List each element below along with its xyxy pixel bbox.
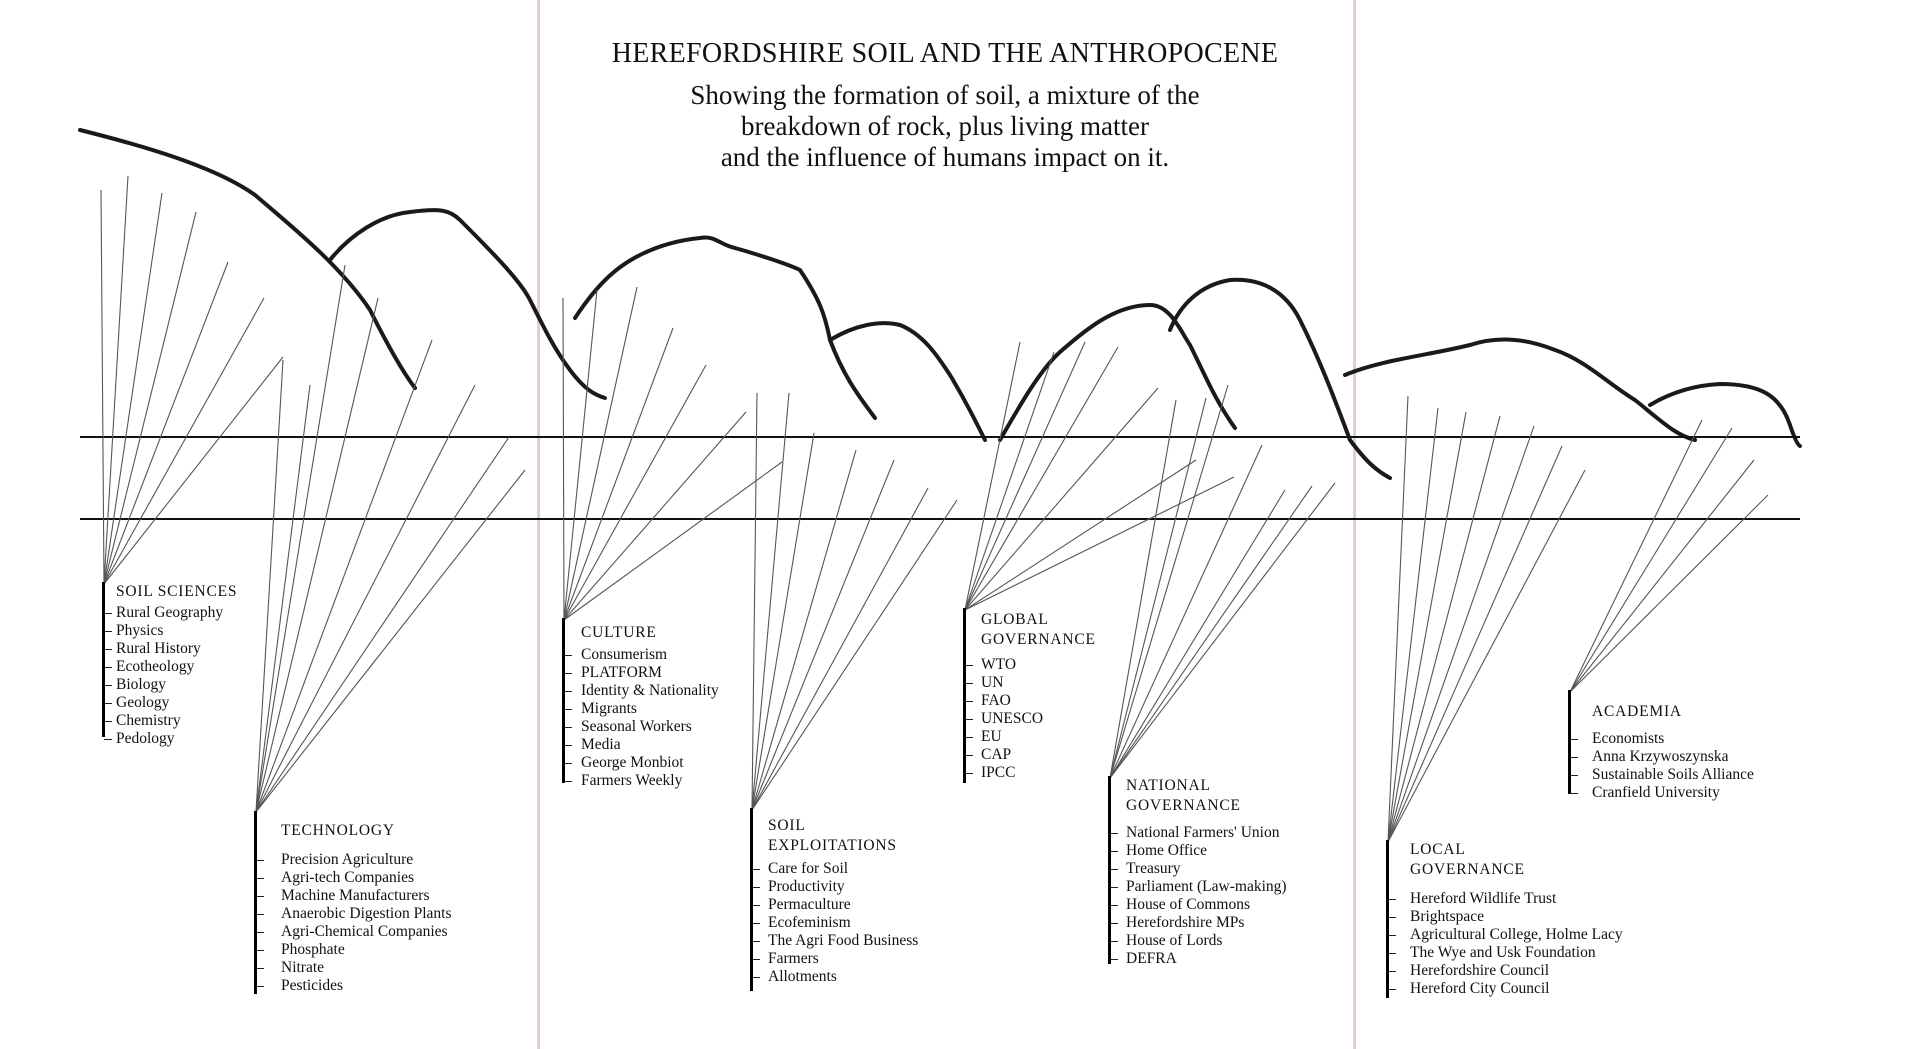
group-item: Herefordshire Council [1386,962,1623,980]
group-title [581,623,657,643]
influence-ray [752,393,757,810]
group-item: Ecotheology [102,658,223,676]
influence-ray [564,412,746,620]
group-item: Migrants [562,700,719,718]
group-item: Agricultural College, Holme Lacy [1386,926,1623,944]
influence-ray [256,437,509,812]
rock-outline [80,130,415,388]
group-item: Precision Agriculture [254,851,451,869]
group-item: Hereford Wildlife Trust [1386,890,1623,908]
group-item: EU [963,728,1043,746]
group-item: Chemistry [102,712,223,730]
influence-ray [1110,490,1285,778]
influence-ray [1110,486,1312,778]
group-item: FAO [963,692,1043,710]
influence-ray [256,360,283,812]
group-item: Cranfield University [1568,784,1754,802]
group-item: Hereford City Council [1386,980,1623,998]
influence-ray [256,385,475,812]
group-title [1592,702,1682,722]
group-item: Machine Manufacturers [254,887,451,905]
influence-ray [1570,460,1754,692]
group-title [1126,776,1241,816]
group-title-line: TECHNOLOGY [281,822,395,839]
group-item: UN [963,674,1043,692]
influence-ray [1110,483,1335,778]
rock-outlines [80,130,1800,478]
group-item: Agri-tech Companies [254,869,451,887]
group-item: CAP [963,746,1043,764]
influence-ray [1388,416,1500,842]
group-item: UNESCO [963,710,1043,728]
influence-ray [104,357,283,584]
group-item: Anaerobic Digestion Plants [254,905,451,923]
group-item: The Agri Food Business [750,932,918,950]
group-item: Treasury [1108,860,1287,878]
influence-ray [752,460,894,810]
group-title-line: NATIONAL [1126,777,1211,794]
influence-ray [965,342,1085,610]
group-item: Phosphate [254,941,451,959]
influence-ray [1388,470,1585,842]
influence-ray [256,340,432,812]
group-title-line: GOVERNANCE [981,631,1096,648]
group-item: Agri-Chemical Companies [254,923,451,941]
group-title [281,821,395,841]
group-title [116,582,237,602]
influence-ray [1388,426,1534,842]
group-item: Allotments [750,968,918,986]
group-item: Farmers [750,950,918,968]
influence-ray [1388,408,1438,842]
group-item: Ecofeminism [750,914,918,932]
group-items [254,851,451,995]
group-item: Care for Soil [750,860,918,878]
group-item: Brightspace [1386,908,1623,926]
group-item: WTO [963,656,1043,674]
group-title-line: LOCAL [1410,841,1466,858]
group-item: PLATFORM [562,664,719,682]
group-item: Biology [102,676,223,694]
influence-ray [104,176,128,584]
influence-ray [965,347,1118,610]
group-items [1386,890,1623,998]
group-items [102,604,223,748]
subtitle-line: breakdown of rock, plus living matter [741,111,1149,141]
group-items [562,646,719,790]
rock-outline [1170,280,1390,478]
group-item: Rural History [102,640,223,658]
group-title-line: EXPLOITATIONS [768,837,897,854]
group-title [768,816,897,856]
group-item: Physics [102,622,223,640]
influence-ray [104,298,264,584]
group-items [963,656,1043,782]
influence-ray [1110,400,1176,778]
group-title-line: GOVERNANCE [1126,797,1241,814]
group-title-line: ACADEMIA [1592,703,1682,720]
group-item: IPCC [963,764,1043,782]
influence-ray [965,477,1234,610]
influence-ray [104,212,196,584]
group-item: Permaculture [750,896,918,914]
influence-ray [563,298,564,620]
rock-outline [575,237,875,418]
group-item: Economists [1568,730,1754,748]
group-items [750,860,918,986]
group-item: Productivity [750,878,918,896]
influence-ray [1388,412,1466,842]
group-item: Herefordshire MPs [1108,914,1287,932]
group-item: National Farmers' Union [1108,824,1287,842]
group-item: Parliament (Law-making) [1108,878,1287,896]
group-item: Consumerism [562,646,719,664]
influence-ray [1570,495,1768,692]
group-title-line: GOVERNANCE [1410,861,1525,878]
group-item: Seasonal Workers [562,718,719,736]
group-item: Rural Geography [102,604,223,622]
subtitle-line: and the influence of humans impact on it. [720,142,1170,172]
group-item: George Monbiot [562,754,719,772]
group-item: Pesticides [254,977,451,995]
influence-ray [564,462,782,620]
influence-ray [256,265,345,812]
group-title-line: SOIL [768,817,806,834]
group-item: DEFRA [1108,950,1287,968]
influence-ray [104,262,228,584]
group-items [1108,824,1287,968]
group-items [1568,730,1754,802]
influence-ray [1110,445,1262,778]
influence-ray [1110,398,1206,778]
group-title-line: GLOBAL [981,611,1049,628]
page-title: HEREFORDSHIRE SOIL AND THE ANTHROPOCENE [611,38,1279,69]
influence-ray [752,500,957,810]
subtitle-line: Showing the formation of soil, a mixture of the [690,80,1200,110]
group-title [981,610,1096,650]
influence-ray [101,190,104,584]
group-item: Identity & Nationality [562,682,719,700]
group-title [1410,840,1525,880]
rock-outline [1345,340,1695,440]
group-item: Sustainable Soils Alliance [1568,766,1754,784]
influence-ray [104,193,162,584]
influence-ray [1570,428,1732,692]
influence-ray [965,388,1158,610]
influence-ray [256,385,310,812]
influence-ray [1570,420,1702,692]
group-title-line: SOIL SCIENCES [116,583,238,600]
influence-ray [1388,446,1562,842]
group-item: Home Office [1108,842,1287,860]
group-item: Pedology [102,730,223,748]
influence-ray [1110,385,1228,778]
group-title-line: CULTURE [581,624,657,641]
group-item: Geology [102,694,223,712]
group-item: The Wye and Usk Foundation [1386,944,1623,962]
group-item: Media [562,736,719,754]
rock-outline [1000,305,1235,440]
group-item: Nitrate [254,959,451,977]
group-item: House of Lords [1108,932,1287,950]
group-item: Farmers Weekly [562,772,719,790]
influence-ray [1388,396,1408,842]
rock-outline [830,323,985,440]
group-item: House of Commons [1108,896,1287,914]
influence-rays [101,176,1768,842]
group-item: Anna Krzywoszynska [1568,748,1754,766]
